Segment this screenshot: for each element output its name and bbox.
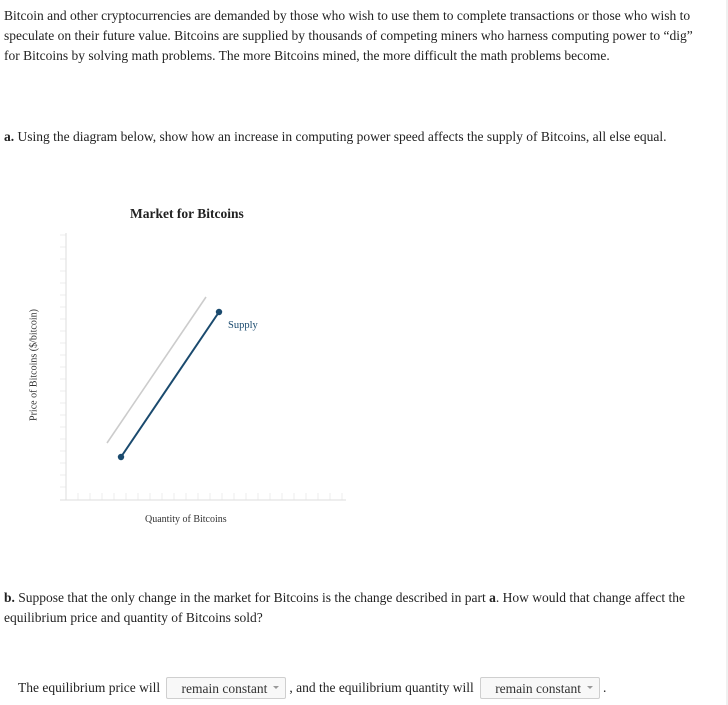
answer-prefix: The equilibrium price will xyxy=(18,679,161,695)
supply-curve-label: Supply xyxy=(228,320,258,331)
quantity-dropdown-value: remain constant xyxy=(495,680,582,696)
intro-paragraph: Bitcoin and other cryptocurrencies are demanded by those who wish to use them to complete transactions or those who wish to speculate on their future value. Bitcoins are supplied by thousands of competing miners who harness computing power to “dig” for Bitcoins by solving math problems. The more Bitcoins mined, the more difficult the math problems become. xyxy=(4,8,693,63)
price-dropdown[interactable] xyxy=(166,677,286,699)
question-a xyxy=(4,127,714,147)
chevron-down-icon xyxy=(273,686,279,689)
chart-grid xyxy=(60,235,342,500)
chevron-down-icon xyxy=(587,686,593,689)
answer-middle: , and the equilibrium quantity will xyxy=(289,679,474,695)
question-b-text-1: Suppose that the only change in the market for Bitcoins is the change described in part xyxy=(18,590,490,605)
y-axis-label: Price of Bitcoins ($/bitcoin) xyxy=(28,309,40,421)
question-b-part-ref: a xyxy=(489,590,496,605)
chart-title: Market for Bitcoins xyxy=(130,206,244,221)
answer-suffix: . xyxy=(603,679,607,695)
answer-row xyxy=(18,674,606,701)
question-a-label: a. xyxy=(4,129,15,144)
question-b xyxy=(4,588,716,628)
quantity-dropdown[interactable] xyxy=(480,677,600,699)
question-a-text: Using the diagram below, show how an increase in computing power speed affects the supply of Bitcoins, all else equal. xyxy=(17,129,667,144)
supply-demand-chart[interactable] xyxy=(0,225,360,510)
x-axis-label: Quantity of Bitcoins xyxy=(145,514,227,525)
supply-curve-start-handle xyxy=(118,454,124,460)
original-supply-line xyxy=(107,297,206,443)
question-b-text-2: . How would that change affect the equilibrium price and quantity of Bitcoins sold? xyxy=(4,590,685,625)
price-dropdown-value: remain constant xyxy=(181,680,268,696)
question-b-label: b. xyxy=(4,590,15,605)
supply-curve xyxy=(121,312,219,457)
supply-curve-end-handle xyxy=(216,309,222,315)
